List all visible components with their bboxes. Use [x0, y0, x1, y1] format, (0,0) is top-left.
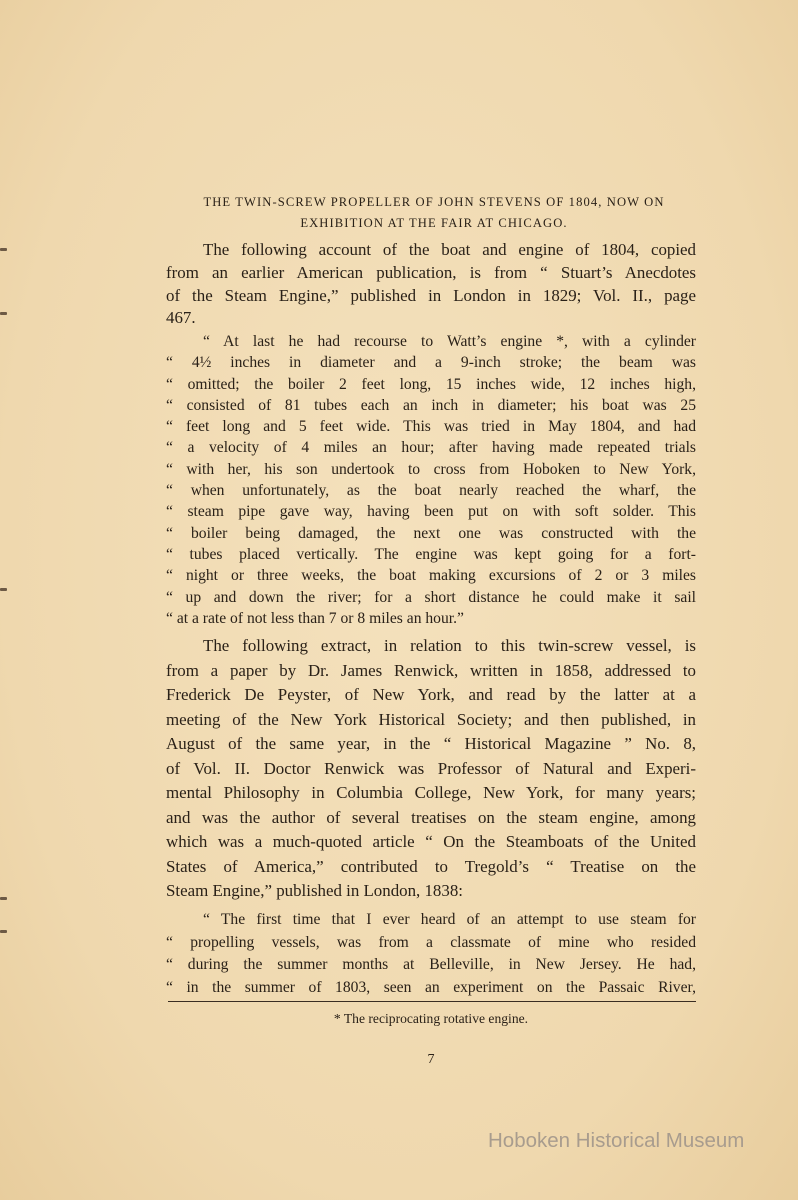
text-line: “ during the summer months at Belleville, in New Jersey. He had, — [166, 956, 696, 973]
text-line: “ night or three weeks, the boat making excursions of 2 or 3 miles — [166, 567, 696, 585]
text-line: “ 4½ inches in diameter and a 9-inch stroke; the beam was — [166, 354, 696, 372]
page-edge-mark — [0, 930, 7, 933]
text-line: “ feet long and 5 feet wide. This was tried in May 1804, and had — [166, 418, 696, 436]
text-line: from an earlier American publication, is from “ Stuart’s Anecdotes — [166, 262, 696, 282]
page-edge-mark — [0, 248, 7, 251]
text-line: of Vol. II. Doctor Renwick was Professor of Natural and Experi- — [166, 758, 696, 778]
text-line: “ when unfortunately, as the boat nearly reached the wharf, the — [166, 482, 696, 500]
page-number: 7 — [427, 1052, 435, 1067]
text-line: “ in the summer of 1803, seen an experiment on the Passaic River, — [166, 978, 696, 996]
paragraph-intro — [166, 239, 696, 330]
text-line: “ tubes placed vertically. The engine was kept going for a fort- — [166, 545, 696, 563]
text-line: of the Steam Engine,” published in London in 1829; Vol. II., page — [166, 285, 696, 305]
text-line: “ omitted; the boiler 2 feet long, 15 inches wide, 12 inches high, — [166, 375, 696, 393]
text-line: “ steam pipe gave way, having been put on with soft solder. This — [166, 503, 696, 521]
text-line: from a paper by Dr. James Renwick, written in 1858, addressed to — [166, 660, 696, 680]
page-edge-mark — [0, 312, 7, 315]
text-line: mental Philosophy in Columbia College, New York, for many years; — [166, 783, 696, 802]
footnote: * The reciprocating rotative engine. — [333, 1011, 529, 1026]
text-line: The following extract, in relation to this twin-screw vessel, is — [203, 636, 696, 655]
page-edge-mark — [0, 897, 7, 900]
text-line: “ consisted of 81 tubes each an inch in diameter; his boat was 25 — [166, 396, 696, 414]
text-line: “ at a rate of not less than 7 or 8 miles an hour.” — [166, 609, 464, 627]
page-edge-mark — [0, 588, 7, 591]
text-line: “ up and down the river; for a short distance he could make it sail — [166, 588, 696, 606]
paragraph-renwick — [166, 634, 696, 904]
text-line: Frederick De Peyster, of New York, and read by the latter at a — [166, 685, 696, 704]
heading-line: EXHIBITION AT THE FAIR AT CHICAGO. — [300, 216, 568, 230]
text-line: States of America,” contributed to Tregold’s “ Treatise on the — [166, 856, 696, 876]
text-line: The following account of the boat and engine of 1804, copied — [203, 240, 696, 259]
text-line: “ At last he had recourse to Watt’s engine *, with a cylinder — [203, 333, 696, 350]
quotation-renwick — [166, 909, 696, 999]
text-line: “ The first time that I ever heard of an attempt to use steam for — [203, 911, 696, 928]
footnote-rule — [168, 1001, 696, 1002]
text-line: Steam Engine,” published in London, 1838: — [166, 881, 463, 900]
text-line: “ with her, his son undertook to cross from Hoboken to New York, — [166, 460, 696, 478]
section-heading — [160, 192, 708, 234]
museum-watermark: Hoboken Historical Museum — [488, 1129, 745, 1152]
text-line: meeting of the New York Historical Society; and then published, in — [166, 709, 696, 729]
text-line: “ propelling vessels, was from a classmate of mine who resided — [166, 933, 696, 951]
text-line: “ a velocity of 4 miles an hour; after having made repeated trials — [166, 439, 696, 457]
quotation-stuart — [166, 331, 696, 629]
heading-line: THE TWIN-SCREW PROPELLER OF JOHN STEVENS OF 1804, NOW ON — [203, 195, 665, 209]
text-line: 467. — [166, 308, 196, 328]
text-line: which was a much-quoted article “ On the Steamboats of the United — [166, 832, 696, 851]
text-line: “ boiler being damaged, the next one was constructed with the — [166, 524, 696, 542]
text-line: August of the same year, in the “ Historical Magazine ” No. 8, — [166, 734, 696, 753]
text-line: and was the author of several treatises on the steam engine, among — [166, 807, 696, 827]
